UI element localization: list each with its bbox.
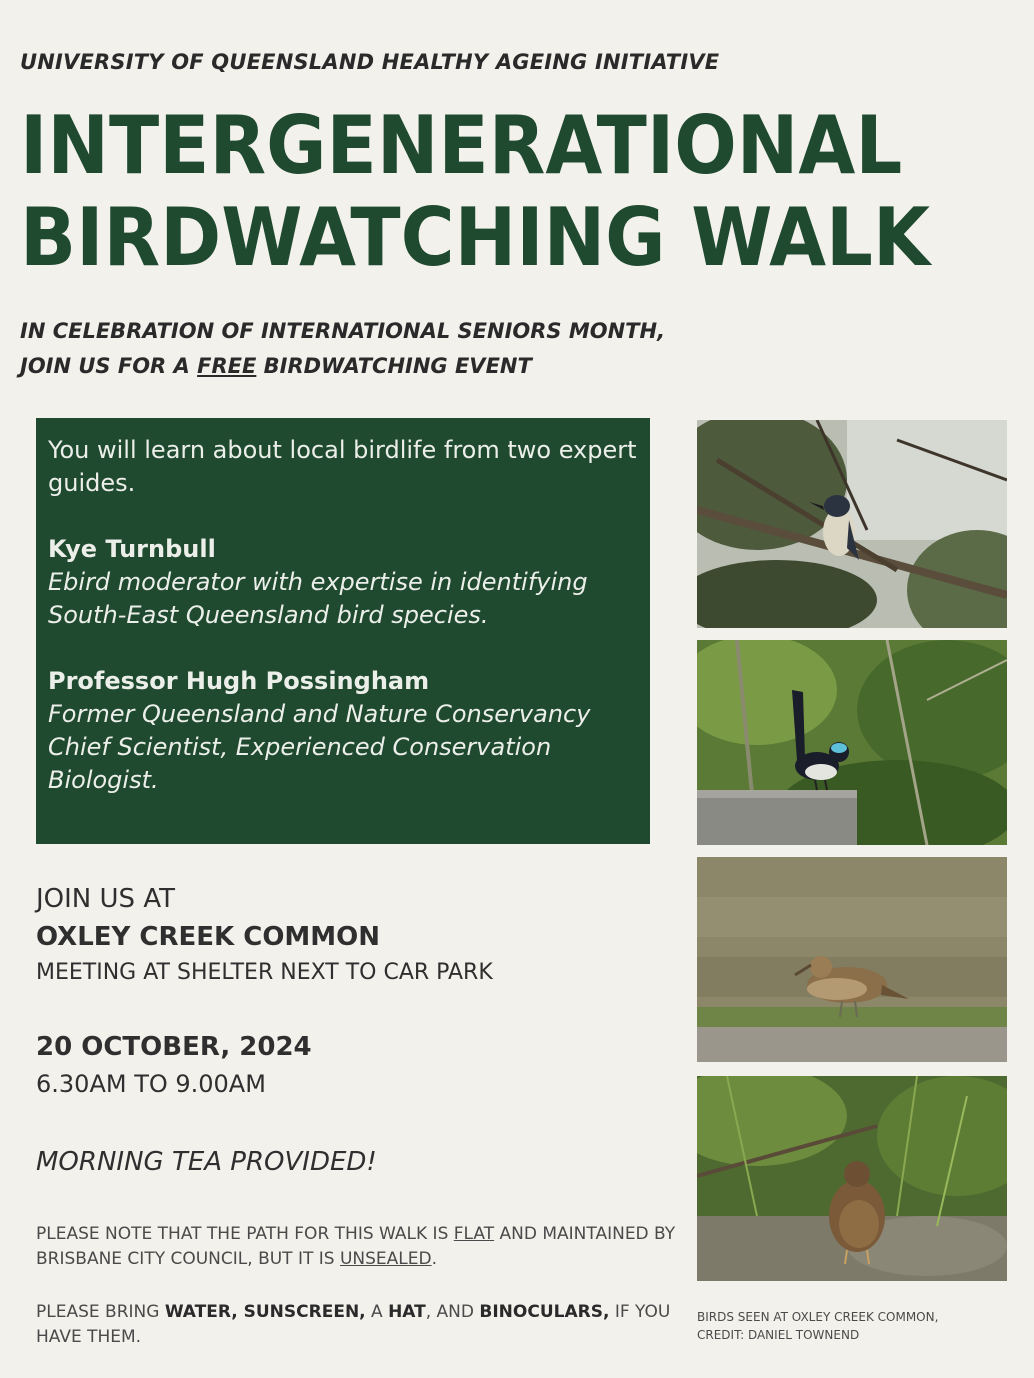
bring-items-note (36, 1300, 676, 1350)
event-time: 6.30AM TO 9.00AM (36, 1070, 266, 1098)
join-label: JOIN US AT (36, 884, 175, 914)
free-emphasis: FREE (197, 354, 257, 378)
fairy-wren-image (697, 640, 1007, 845)
bird-photo-snipe (697, 857, 1007, 1062)
quail-image (697, 1076, 1007, 1281)
organization-name: UNIVERSITY OF QUEENSLAND HEALTHY AGEING INITIATIVE (20, 50, 720, 74)
guides-panel (36, 418, 650, 844)
subtitle-line-2 (20, 349, 665, 384)
photo-credit-line-1: BIRDS SEEN AT OXLEY CREEK COMMON, (697, 1310, 939, 1324)
bring-water-sunscreen: WATER, SUNSCREEN, (164, 1302, 366, 1322)
photo-credit (697, 1308, 1017, 1344)
guide-role: Ebird moderator with expertise in identifying South-East Queensland bird species. (48, 568, 588, 629)
path-note-text: . (431, 1249, 437, 1269)
guides-intro: You will learn about local birdlife from two expert guides. (48, 436, 637, 497)
title-line-1: INTERGENERATIONAL (20, 99, 903, 192)
event-date: 20 OCTOBER, 2024 (36, 1032, 312, 1062)
event-title (20, 100, 930, 284)
bring-text: PLEASE BRING (36, 1302, 165, 1322)
guide-role: Former Queensland and Nature Conservancy Chief Scientist, Experienced Conservation Biologist. (48, 700, 591, 794)
subtitle-line-1: IN CELEBRATION OF INTERNATIONAL SENIORS MONTH, (20, 319, 666, 343)
snipe-image (697, 857, 1007, 1062)
flat-emphasis: FLAT (453, 1224, 495, 1244)
bring-text: A (365, 1302, 389, 1322)
subtitle-line-2-end: BIRDWATCHING EVENT (256, 354, 532, 378)
bring-text: , AND (425, 1302, 480, 1322)
path-note-text: PLEASE NOTE THAT THE PATH FOR THIS WALK IS (36, 1224, 454, 1244)
guide-name: Professor Hugh Possingham (48, 667, 430, 695)
title-line-2: BIRDWATCHING WALK (20, 191, 930, 284)
subtitle-line-2-start: JOIN US FOR A (20, 354, 198, 378)
meeting-point: MEETING AT SHELTER NEXT TO CAR PARK (36, 960, 493, 985)
path-note (36, 1222, 676, 1272)
bring-binoculars: BINOCULARS, (479, 1302, 610, 1322)
kingfisher-image (697, 420, 1007, 628)
guide-name: Kye Turnbull (48, 535, 216, 563)
event-subtitle (20, 314, 665, 384)
photo-credit-line-2: CREDIT: DANIEL TOWNEND (697, 1328, 860, 1342)
bring-hat: HAT (388, 1302, 426, 1322)
refreshments-note: MORNING TEA PROVIDED! (36, 1147, 377, 1177)
path-note-text: AND MAINTAINED BY BRISBANE CITY COUNCIL, BUT IT IS (36, 1224, 676, 1269)
venue-name: OXLEY CREEK COMMON (36, 922, 381, 952)
bird-photo-fairy-wren (697, 640, 1007, 845)
bring-text: IF YOU HAVE THEM. (36, 1302, 671, 1347)
bird-photo-kingfisher (697, 420, 1007, 628)
unsealed-emphasis: UNSEALED (339, 1249, 432, 1269)
bird-photo-quail (697, 1076, 1007, 1281)
